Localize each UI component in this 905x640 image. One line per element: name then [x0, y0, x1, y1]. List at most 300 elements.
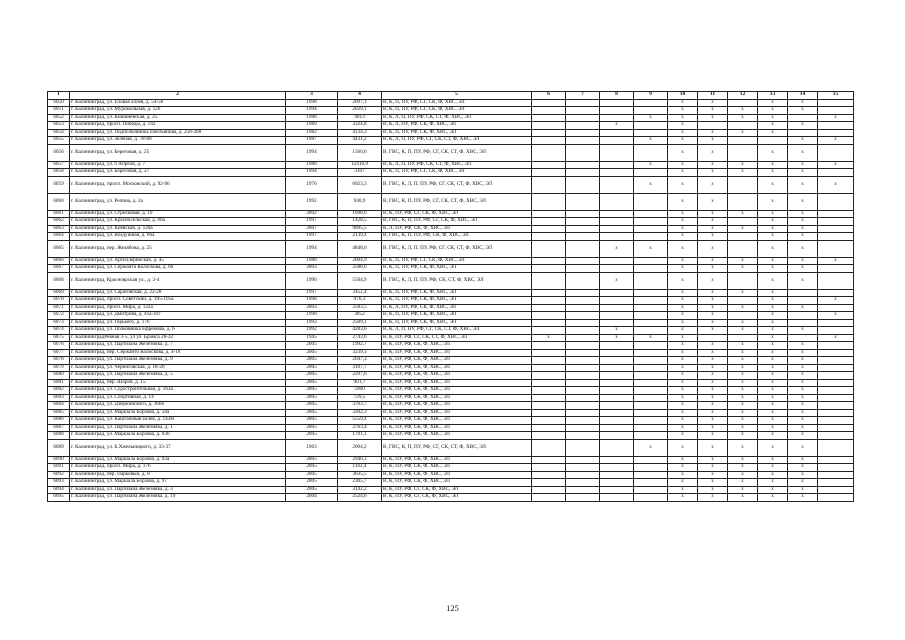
- table-row: [48, 144, 854, 161]
- mark-cell: x: [728, 394, 758, 402]
- mark-cell: [600, 417, 634, 425]
- systems-cell: В, К, П, ПУ, РФ, СГ, СК, Ф, ХВС, ЭЛ: [382, 169, 532, 177]
- mark-cell: [600, 289, 634, 297]
- mark-cell: x: [698, 304, 728, 312]
- year-cell: 1996: [286, 272, 338, 289]
- mark-cell: [566, 479, 600, 487]
- systems-cell: В, К, Л, ПУ, РФ, СК, Ф, ХВС, ЭЛ: [382, 304, 532, 312]
- systems-cell: В, К, ПУ, РФ, СК, Ф, ХВС, ЭЛ: [382, 432, 532, 440]
- systems-cell: В, К, П, ПУ, РФ, СГ, СК, Ф, ХВС, ЭЛ: [382, 257, 532, 265]
- mark-cell: [634, 372, 668, 380]
- mark-cell: [818, 122, 854, 130]
- mark-cell: [532, 409, 566, 417]
- mark-cell: x: [758, 272, 788, 289]
- mark-cell: x: [698, 424, 728, 432]
- year-cell: 1998: [286, 99, 338, 107]
- mark-cell: [634, 210, 668, 218]
- mark-cell: x: [668, 372, 698, 380]
- mark-cell: [634, 424, 668, 432]
- systems-cell: В, ГВС, К, П, ПУ, РФ, СГ, СК, СТ, Ф, ХВС, ЭЛ: [382, 193, 532, 210]
- mark-cell: x: [668, 424, 698, 432]
- row-number-cell: 6053: [48, 122, 70, 130]
- mark-cell: [634, 297, 668, 305]
- mark-cell: x: [788, 486, 818, 494]
- mark-cell: x: [728, 494, 758, 502]
- mark-cell: x: [758, 319, 788, 327]
- mark-cell: x: [698, 464, 728, 472]
- column-header-8: 8: [600, 92, 634, 100]
- mark-cell: x: [698, 289, 728, 297]
- mark-cell: x: [668, 122, 698, 130]
- row-number-cell: 6086: [48, 417, 70, 425]
- address-cell: г. Калининград, ул. Еловая аллея, д. 54-56: [70, 99, 286, 107]
- area-cell: 901,7: [338, 379, 382, 387]
- mark-cell: [566, 257, 600, 265]
- mark-cell: x: [728, 417, 758, 425]
- mark-cell: [698, 334, 728, 342]
- mark-cell: [728, 334, 758, 342]
- area-cell: 3239,3: [338, 349, 382, 357]
- systems-cell: В, ГВС, К, Л, П, ПУ, РФ, СГ, СК, СТ, Ф, ХВС, ЭЛ: [382, 240, 532, 257]
- address-cell: г. Калининград, ул. Артиллерийская, д. 45: [70, 257, 286, 265]
- year-cell: 1976: [286, 176, 338, 193]
- registry-table-container: [47, 91, 853, 502]
- year-cell: 1945: [286, 334, 338, 342]
- systems-cell: В, К, ПУ, РФ, СК, Ф, ХВС, ЭЛ: [382, 409, 532, 417]
- row-number-cell: 6050: [48, 99, 70, 107]
- mark-cell: x: [728, 464, 758, 472]
- mark-cell: [532, 193, 566, 210]
- mark-cell: x: [668, 233, 698, 241]
- mark-cell: [818, 327, 854, 335]
- mark-cell: x: [668, 193, 698, 210]
- mark-cell: x: [758, 176, 788, 193]
- area-cell: 4283,6: [338, 327, 382, 335]
- mark-cell: [818, 210, 854, 218]
- mark-cell: x: [668, 297, 698, 305]
- address-cell: г. Калининград, ул. Партизана Железняка, д. 3: [70, 486, 286, 494]
- mark-cell: x: [600, 122, 634, 130]
- mark-cell: x: [758, 417, 788, 425]
- row-number-cell: 6094: [48, 486, 70, 494]
- address-cell: г. Калининград, просп. Советский, д. 105-105а: [70, 297, 286, 305]
- mark-cell: [600, 342, 634, 350]
- mark-cell: [532, 289, 566, 297]
- mark-cell: x: [788, 471, 818, 479]
- address-cell: г. Калининград, ул. Дмитрова, д. 41а-41г: [70, 312, 286, 320]
- table-row: [48, 272, 854, 289]
- mark-cell: [634, 122, 668, 130]
- column-header-15: 15: [818, 92, 854, 100]
- mark-cell: x: [698, 409, 728, 417]
- address-cell: г. Калининград, ул. Подполковника Емельянова, д. 258-268: [70, 129, 286, 137]
- address-cell: г. Калининград, ул. Кишиневская, д. 25: [70, 114, 286, 122]
- systems-cell: В, К, П, ПУ, РФ, СК, Ф, ХВС, ЭЛ: [382, 265, 532, 273]
- address-cell: г. Калининград, пер. Сержанто Колоскова, д. 4-18: [70, 349, 286, 357]
- table-row: [48, 297, 854, 305]
- mark-cell: x: [668, 312, 698, 320]
- mark-cell: x: [728, 114, 758, 122]
- table-row: [48, 439, 854, 456]
- address-cell: г. Калининград, просп. Победы, д. 142: [70, 122, 286, 130]
- mark-cell: x: [728, 456, 758, 464]
- mark-cell: x: [698, 439, 728, 456]
- systems-cell: В, К, ПУ, РФ, СК, Ф, ХВС, ЭЛ: [382, 424, 532, 432]
- row-number-cell: 6059: [48, 176, 70, 193]
- mark-cell: [600, 107, 634, 115]
- area-cell: 3107: [338, 169, 382, 177]
- year-cell: 2003: [286, 265, 338, 273]
- systems-cell: В, К, Л, П, ПУ, РФ, СГ, СК, СТ, Ф, ХВС, ЭЛ: [382, 137, 532, 145]
- mark-cell: [532, 272, 566, 289]
- mark-cell: x: [698, 456, 728, 464]
- address-cell: г. Калининград, ул. Муромольная, д. 126: [70, 107, 286, 115]
- mark-cell: [566, 394, 600, 402]
- mark-cell: [634, 342, 668, 350]
- mark-cell: [566, 240, 600, 257]
- table-row: [48, 327, 854, 335]
- mark-cell: [634, 319, 668, 327]
- mark-cell: x: [668, 169, 698, 177]
- mark-cell: [600, 225, 634, 233]
- mark-cell: [758, 137, 788, 145]
- mark-cell: x: [728, 402, 758, 410]
- mark-cell: x: [788, 364, 818, 372]
- mark-cell: x: [818, 137, 854, 145]
- mark-cell: x: [758, 456, 788, 464]
- table-row: [48, 394, 854, 402]
- mark-cell: x: [758, 349, 788, 357]
- mark-cell: x: [698, 107, 728, 115]
- mark-cell: [600, 372, 634, 380]
- mark-cell: x: [668, 107, 698, 115]
- table-row: [48, 257, 854, 265]
- mark-cell: x: [634, 137, 668, 145]
- systems-cell: В, ГВС, К, П, ПУ, РФ, СГ, СК, Ф, ХВС, ЭЛ: [382, 218, 532, 226]
- area-cell: 2029,1: [338, 107, 382, 115]
- mark-cell: [532, 312, 566, 320]
- mark-cell: [634, 304, 668, 312]
- mark-cell: x: [758, 240, 788, 257]
- table-row: [48, 456, 854, 464]
- mark-cell: x: [634, 334, 668, 342]
- mark-cell: [634, 272, 668, 289]
- row-number-cell: 6077: [48, 349, 70, 357]
- systems-cell: В, К, ПУ, РФ, СК, Ф, ХВС, ЭЛ: [382, 456, 532, 464]
- table-row: [48, 218, 854, 226]
- area-cell: 3202,3: [338, 409, 382, 417]
- area-cell: 6023,3: [338, 176, 382, 193]
- mark-cell: [600, 161, 634, 169]
- mark-cell: x: [728, 379, 758, 387]
- year-cell: 1989: [286, 122, 338, 130]
- mark-cell: [532, 129, 566, 137]
- mark-cell: [532, 394, 566, 402]
- mark-cell: [788, 334, 818, 342]
- table-row: [48, 486, 854, 494]
- mark-cell: x: [788, 456, 818, 464]
- mark-cell: [818, 464, 854, 472]
- mark-cell: x: [788, 417, 818, 425]
- systems-cell: В, К, П, ПУ, РФ, СК, Ф, ХВС, ЭЛ: [382, 297, 532, 305]
- mark-cell: x: [698, 161, 728, 169]
- systems-cell: В, К, ПУ, РФ, СК, Ф, ХВС, ЭЛ: [382, 417, 532, 425]
- address-cell: г. Калининград, пер. Желябова, д. 25: [70, 240, 286, 257]
- row-number-cell: 6057: [48, 161, 70, 169]
- mark-cell: [600, 439, 634, 456]
- mark-cell: x: [698, 169, 728, 177]
- mark-cell: [818, 379, 854, 387]
- year-cell: 2005: [286, 471, 338, 479]
- table-row: [48, 193, 854, 210]
- mark-cell: x: [668, 327, 698, 335]
- mark-cell: [818, 364, 854, 372]
- mark-cell: [566, 289, 600, 297]
- mark-cell: x: [818, 114, 854, 122]
- mark-cell: [532, 265, 566, 273]
- systems-cell: В, К, П, ПУ, РФ, СГ, СК, Ф, ХВС, ЭЛ: [382, 99, 532, 107]
- mark-cell: [566, 272, 600, 289]
- area-cell: 2097,1: [338, 99, 382, 107]
- table-row: [48, 210, 854, 218]
- mark-cell: x: [668, 334, 698, 342]
- mark-cell: [532, 225, 566, 233]
- mark-cell: x: [758, 394, 788, 402]
- address-cell: г. Калининград, пер. Шоров, д. 15: [70, 379, 286, 387]
- systems-cell: В, ГВС, К, Л, П, ПУ, РФ, СК, СТ, Ф, ХВС, ЭЛ: [382, 272, 532, 289]
- year-cell: 2005: [286, 349, 338, 357]
- table-row: [48, 349, 854, 357]
- mark-cell: [818, 409, 854, 417]
- systems-cell: В, К, ПУ, РФ, СГ, СК, Ф, ХВС, ЭЛ: [382, 210, 532, 218]
- table-row: [48, 137, 854, 145]
- mark-cell: [634, 289, 668, 297]
- address-cell: г. Калининград, ул. Воздушная, д. 66а: [70, 233, 286, 241]
- column-header-7: 7: [566, 92, 600, 100]
- area-cell: 2940,3: [338, 456, 382, 464]
- systems-cell: В, К, Л, ПУ, РФ, СК, Ф, ХВС, ЭЛ: [382, 122, 532, 130]
- mark-cell: x: [818, 297, 854, 305]
- mark-cell: x: [758, 114, 788, 122]
- systems-cell: В, К, ПУ, РФ, СК, Ф, ХВС, ЭЛ: [382, 387, 532, 395]
- mark-cell: x: [788, 394, 818, 402]
- mark-cell: [532, 319, 566, 327]
- mark-cell: x: [668, 456, 698, 464]
- mark-cell: [566, 161, 600, 169]
- mark-cell: [600, 471, 634, 479]
- row-number-cell: 6061: [48, 210, 70, 218]
- row-number-cell: 6081: [48, 379, 70, 387]
- mark-cell: [818, 129, 854, 137]
- address-cell: г. Калининград, пер. Парковый, д. 8: [70, 471, 286, 479]
- column-header-12: 12: [728, 92, 758, 100]
- systems-cell: В, К, ПУ, РФ, СГ, СК, Ф, ХВС, ЭЛ: [382, 486, 532, 494]
- row-number-cell: 6088: [48, 432, 70, 440]
- mark-cell: [818, 218, 854, 226]
- mark-cell: [532, 349, 566, 357]
- mark-cell: x: [788, 409, 818, 417]
- mark-cell: [634, 494, 668, 502]
- table-row: [48, 312, 854, 320]
- systems-cell: В, К, П, ПУ, РФ, СК, Ф, ХВС, ЭЛ: [382, 319, 532, 327]
- mark-cell: x: [818, 312, 854, 320]
- mark-cell: [566, 233, 600, 241]
- row-number-cell: 6054: [48, 129, 70, 137]
- table-row: [48, 464, 854, 472]
- mark-cell: x: [698, 272, 728, 289]
- mark-cell: x: [788, 137, 818, 145]
- year-cell: 2005: [286, 357, 338, 365]
- mark-cell: [818, 494, 854, 502]
- mark-cell: x: [758, 99, 788, 107]
- mark-cell: [818, 240, 854, 257]
- address-cell: г. Калининград, ул. Маршала Борзова, д. 93а: [70, 456, 286, 464]
- mark-cell: x: [728, 161, 758, 169]
- table-row: [48, 417, 854, 425]
- mark-cell: x: [634, 176, 668, 193]
- mark-cell: x: [698, 327, 728, 335]
- mark-cell: x: [728, 327, 758, 335]
- mark-cell: [600, 364, 634, 372]
- mark-cell: [634, 169, 668, 177]
- year-cell: 2005: [286, 409, 338, 417]
- mark-cell: x: [634, 114, 668, 122]
- mark-cell: x: [788, 218, 818, 226]
- mark-cell: x: [698, 137, 728, 145]
- mark-cell: x: [788, 122, 818, 130]
- year-cell: 1988: [286, 257, 338, 265]
- mark-cell: [788, 289, 818, 297]
- systems-cell: В, К, ПУ, РФ, СГ, СК, Ф, ХВС, ЭЛ: [382, 494, 532, 502]
- mark-cell: x: [728, 364, 758, 372]
- mark-cell: [818, 372, 854, 380]
- mark-cell: x: [698, 364, 728, 372]
- mark-cell: [566, 342, 600, 350]
- table-row: [48, 99, 854, 107]
- mark-cell: [566, 334, 600, 342]
- mark-cell: x: [698, 257, 728, 265]
- mark-cell: x: [532, 334, 566, 342]
- area-cell: 2763,4: [338, 424, 382, 432]
- table-row: [48, 424, 854, 432]
- mark-cell: [728, 297, 758, 305]
- year-cell: 2005: [286, 486, 338, 494]
- mark-cell: x: [758, 289, 788, 297]
- address-cell: г. Калининград, ул. Партизана Железняка, д. 9: [70, 357, 286, 365]
- systems-cell: В, К, Л, П, ПУ, РФ, СК, СТ, Ф, ХВС, ЭЛ: [382, 161, 532, 169]
- table-row: [48, 409, 854, 417]
- mark-cell: x: [668, 387, 698, 395]
- mark-cell: [532, 471, 566, 479]
- address-cell: г. Калининград, просп. Мира, д. 132а: [70, 304, 286, 312]
- mark-cell: x: [758, 218, 788, 226]
- systems-cell: В, К, Л, П, ПУ, РФ, СГ, СК, СТ, Ф, ХВС, ЭЛ: [382, 327, 532, 335]
- mark-cell: x: [788, 402, 818, 410]
- address-cell: г. Калининград, ул. Маршала Борзова, д. 58а: [70, 409, 286, 417]
- systems-cell: В, К, П, ПУ, РФ, СГ, СК, Ф, ХВС, ЭЛ: [382, 107, 532, 115]
- mark-cell: [532, 233, 566, 241]
- mark-cell: x: [788, 272, 818, 289]
- mark-cell: [566, 372, 600, 380]
- mark-cell: x: [788, 372, 818, 380]
- year-cell: 1994: [286, 240, 338, 257]
- column-header-1: 1: [48, 92, 70, 100]
- mark-cell: [532, 439, 566, 456]
- mark-cell: x: [758, 225, 788, 233]
- mark-cell: [600, 424, 634, 432]
- mark-cell: x: [788, 225, 818, 233]
- mark-cell: [532, 387, 566, 395]
- address-cell: г. Калининград, ул. Красносельская, д. 80а: [70, 218, 286, 226]
- mark-cell: [566, 319, 600, 327]
- systems-cell: В, К, П, ПУ, РФ, СК, Ф, ХВС, ЭЛ: [382, 289, 532, 297]
- address-cell: г. Калининград, ул. Маршала Борзова, д. 93б: [70, 432, 286, 440]
- area-cell: 3452,4: [338, 289, 382, 297]
- area-cell: 3324,8: [338, 122, 382, 130]
- mark-cell: [566, 379, 600, 387]
- mark-cell: x: [698, 357, 728, 365]
- mark-cell: x: [668, 99, 698, 107]
- mark-cell: x: [788, 357, 818, 365]
- mark-cell: [532, 210, 566, 218]
- mark-cell: x: [758, 161, 788, 169]
- mark-cell: x: [758, 424, 788, 432]
- area-cell: 2305,7: [338, 479, 382, 487]
- address-cell: г. Калининград, ул. Саратовская, д. 22-28: [70, 289, 286, 297]
- mark-cell: x: [668, 409, 698, 417]
- table-row: [48, 169, 854, 177]
- mark-cell: [532, 342, 566, 350]
- address-cell: г. Калининград, ул. Стрелковая, д. 19: [70, 210, 286, 218]
- mark-cell: [788, 129, 818, 137]
- systems-cell: В, К, П, ПУ, РФ, СК, Ф, ХВС, ЭЛ: [382, 312, 532, 320]
- mark-cell: [566, 176, 600, 193]
- address-cell: г. Калининград, ул. Партизана Железняка, д. 19: [70, 494, 286, 502]
- mark-cell: x: [668, 144, 698, 161]
- mark-cell: x: [788, 479, 818, 487]
- mark-cell: [634, 218, 668, 226]
- mark-cell: [788, 114, 818, 122]
- mark-cell: [634, 409, 668, 417]
- mark-cell: [566, 144, 600, 161]
- mark-cell: x: [698, 193, 728, 210]
- systems-cell: В, К, ПУ, РФ, СГ, СК, СТ, Ф, ХВС, ЭЛ: [382, 334, 532, 342]
- address-cell: г. КалининградРевная 3-5, ул ул. Брамса 28-32: [70, 334, 286, 342]
- mark-cell: x: [600, 327, 634, 335]
- address-cell: г. Калининград, ул. Партизана Железняка, д. 7: [70, 342, 286, 350]
- mark-cell: x: [788, 387, 818, 395]
- systems-cell: В, К, ПУ, РФ, СК, Ф, ХВС, ЭЛ: [382, 394, 532, 402]
- mark-cell: x: [668, 357, 698, 365]
- mark-cell: [566, 129, 600, 137]
- mark-cell: [728, 99, 758, 107]
- row-number-cell: 6079: [48, 364, 70, 372]
- mark-cell: [532, 144, 566, 161]
- mark-cell: [634, 327, 668, 335]
- mark-cell: [600, 402, 634, 410]
- mark-cell: [566, 402, 600, 410]
- mark-cell: x: [698, 129, 728, 137]
- mark-cell: [532, 257, 566, 265]
- mark-cell: [634, 379, 668, 387]
- column-header-5: 5: [382, 92, 532, 100]
- registry-table: [47, 91, 854, 502]
- year-cell: 2005: [286, 364, 338, 372]
- mark-cell: x: [698, 417, 728, 425]
- mark-cell: x: [698, 297, 728, 305]
- mark-cell: x: [668, 240, 698, 257]
- table-row: [48, 265, 854, 273]
